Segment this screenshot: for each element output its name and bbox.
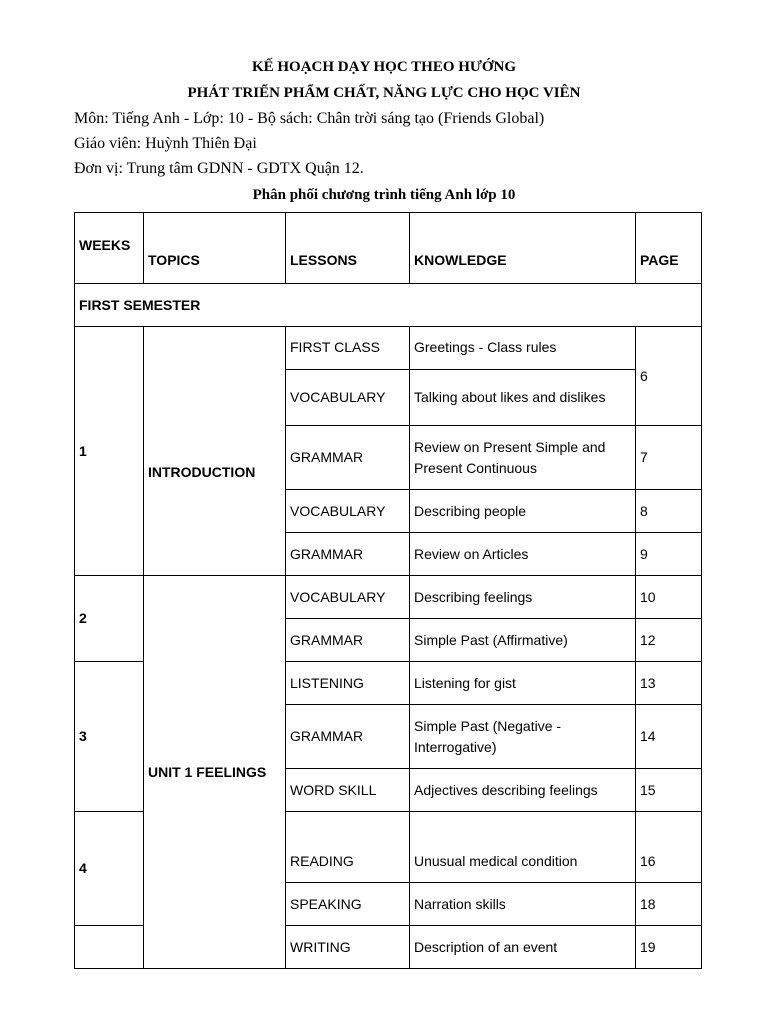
- knowledge-cell: Describing people: [410, 490, 636, 533]
- semester-label: FIRST SEMESTER: [75, 284, 702, 327]
- knowledge-cell: Unusual medical condition: [410, 812, 636, 883]
- document-title-line1: KẾ HOẠCH DẠY HỌC THEO HƯỚNG: [251, 59, 517, 75]
- week-cell-empty: [75, 926, 144, 969]
- knowledge-cell: Greetings - Class rules: [410, 327, 636, 370]
- semester-row: [75, 284, 702, 327]
- lesson-cell: READING: [286, 812, 410, 883]
- lesson-cell: GRAMMAR: [286, 705, 410, 769]
- lesson-cell: GRAMMAR: [286, 426, 410, 490]
- page-cell: 12: [636, 619, 702, 662]
- week-cell-4: 4: [75, 812, 144, 926]
- document-title-line2: PHÁT TRIỂN PHẨM CHẤT, NĂNG LỰC CHO HỌC VIÊN: [187, 85, 581, 101]
- lesson-cell: WRITING: [286, 926, 410, 969]
- week-cell-1: 1: [75, 327, 144, 576]
- lesson-cell: GRAMMAR: [286, 533, 410, 576]
- knowledge-cell: Review on Articles: [410, 533, 636, 576]
- page-cell: 14: [636, 705, 702, 769]
- teacher-line: Giáo viên: Huỳnh Thiên Đại: [74, 135, 257, 152]
- header-knowledge: KNOWLEDGE: [410, 213, 636, 284]
- knowledge-cell: Talking about likes and dislikes: [410, 370, 636, 426]
- page-cell: 7: [636, 426, 702, 490]
- lesson-cell: WORD SKILL: [286, 769, 410, 812]
- page-cell: 18: [636, 883, 702, 926]
- knowledge-cell: Describing feelings: [410, 576, 636, 619]
- page-cell: 10: [636, 576, 702, 619]
- page-cell: 15: [636, 769, 702, 812]
- page-cell: 9: [636, 533, 702, 576]
- lesson-cell: VOCABULARY: [286, 490, 410, 533]
- table-title: Phân phối chương trình tiếng Anh lớp 10: [252, 187, 516, 203]
- lesson-cell: FIRST CLASS: [286, 327, 410, 370]
- knowledge-cell: Simple Past (Affirmative): [410, 619, 636, 662]
- knowledge-cell: Listening for gist: [410, 662, 636, 705]
- page-cell: 19: [636, 926, 702, 969]
- table-row: [75, 327, 702, 370]
- week-cell-2: 2: [75, 576, 144, 662]
- page-cell: 16: [636, 812, 702, 883]
- lesson-cell: VOCABULARY: [286, 370, 410, 426]
- lesson-cell: VOCABULARY: [286, 576, 410, 619]
- header-page: PAGE: [636, 213, 702, 284]
- knowledge-cell: Narration skills: [410, 883, 636, 926]
- knowledge-cell: Review on Present Simple and Present Continuous: [410, 426, 636, 490]
- table-header-row: [75, 213, 702, 284]
- week-cell-3: 3: [75, 662, 144, 812]
- table-row: [75, 576, 702, 619]
- lesson-cell: SPEAKING: [286, 883, 410, 926]
- page-cell: 13: [636, 662, 702, 705]
- knowledge-cell: Description of an event: [410, 926, 636, 969]
- page-cell: 8: [636, 490, 702, 533]
- topic-cell-unit1-feelings: UNIT 1 FEELINGS: [144, 576, 286, 969]
- curriculum-table: [74, 212, 702, 969]
- unit-line: Đơn vị: Trung tâm GDNN - GDTX Quận 12.: [74, 160, 364, 177]
- knowledge-cell: Simple Past (Negative - Interrogative): [410, 705, 636, 769]
- subject-line: Môn: Tiếng Anh - Lớp: 10 - Bộ sách: Chân trời sáng tạo (Friends Global): [74, 110, 545, 127]
- lesson-cell: GRAMMAR: [286, 619, 410, 662]
- header-weeks: WEEKS: [75, 213, 144, 284]
- knowledge-cell: Adjectives describing feelings: [410, 769, 636, 812]
- header-topics: TOPICS: [144, 213, 286, 284]
- page-cell: 6: [636, 327, 702, 426]
- header-lessons: LESSONS: [286, 213, 410, 284]
- topic-cell-introduction: INTRODUCTION: [144, 327, 286, 576]
- lesson-cell: LISTENING: [286, 662, 410, 705]
